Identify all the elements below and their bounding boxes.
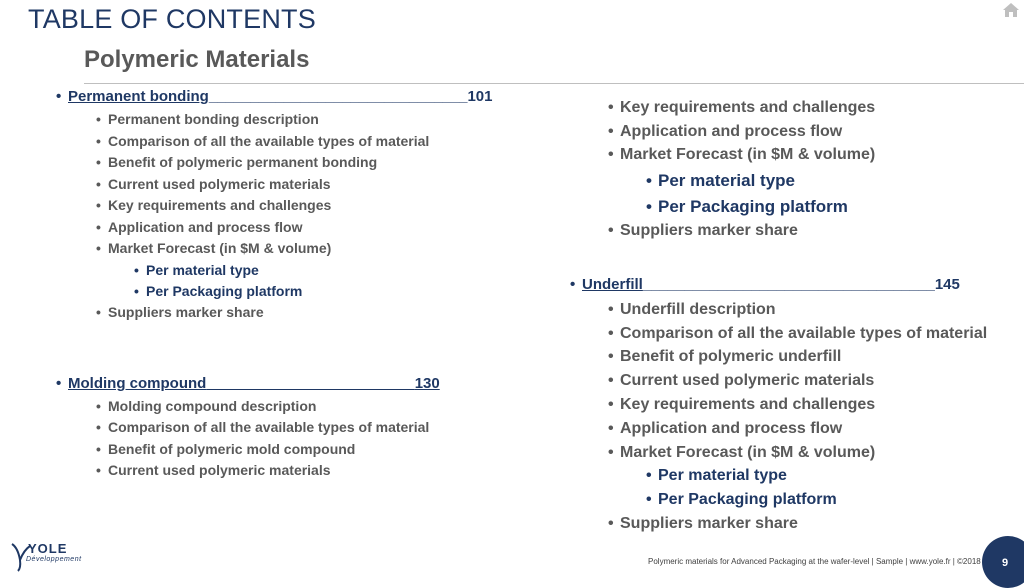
list-item: • Comparison of all the available types of material [96, 133, 430, 149]
toc-heading: Molding compound [68, 375, 207, 392]
list-item: • Market Forecast (in $M & volume) [608, 146, 876, 163]
sub-list-item: • Per Packaging platform [646, 197, 848, 216]
page-number: 9 [1002, 557, 1009, 569]
list-item: • Application and process flow [608, 420, 843, 437]
bullet: • [570, 276, 576, 293]
divider [84, 83, 1024, 84]
sub-list-item: • Per Packaging platform [134, 283, 303, 299]
list-item: • Market Forecast (in $M & volume) [96, 240, 332, 256]
logo-subtext: Développement [26, 556, 82, 563]
list-item: • Key requirements and challenges [608, 396, 876, 413]
list-item: • Key requirements and challenges [96, 197, 332, 213]
toc-leader: ___________________________________ [642, 276, 935, 293]
list-item: • Molding compound description [96, 398, 317, 414]
bullet: • [56, 375, 62, 392]
list-item: • Current used polymeric materials [608, 372, 875, 389]
list-item: • Comparison of all the available types of material [608, 325, 988, 342]
list-item: • Suppliers marker share [608, 515, 798, 532]
list-item: • Underfill description [608, 301, 776, 318]
sub-list-item: • Per material type [646, 467, 787, 484]
list-item: • Current used polymeric materials [96, 176, 331, 192]
page-title: TABLE OF CONTENTS [28, 4, 316, 34]
list-item: • Application and process flow [96, 219, 303, 235]
list-item: • Suppliers marker share [608, 222, 798, 239]
home-icon[interactable] [1002, 2, 1020, 18]
toc-leader: _______________________________ [208, 88, 468, 105]
toc-entry-underfill[interactable] [570, 276, 960, 293]
bullet: • [56, 88, 62, 105]
toc-entry-permanent-bonding[interactable] [56, 88, 493, 105]
page-number-badge [982, 536, 1024, 588]
sub-list-item: • Per Packaging platform [646, 491, 837, 508]
toc-page: 145 [934, 276, 960, 293]
footer-text: Polymeric materials for Advanced Packaging at the wafer-level | Sample | www.yole.fr | ©2018 [648, 557, 981, 566]
list-item: • Key requirements and challenges [608, 99, 876, 116]
logo-name: YOLE [28, 541, 68, 556]
list-item: • Application and process flow [608, 123, 843, 140]
list-item: • Suppliers marker share [96, 304, 264, 320]
sub-list-item: • Per material type [134, 262, 259, 278]
list-item: • Market Forecast (in $M & volume) [608, 444, 876, 461]
list-item: • Comparison of all the available types of material [96, 419, 430, 435]
toc-page: 101 [467, 88, 493, 105]
toc-page: 130 [414, 375, 440, 392]
list-item: • Permanent bonding description [96, 111, 319, 127]
section-subtitle: Polymeric Materials [84, 46, 310, 73]
toc-heading: Permanent bonding [68, 88, 209, 105]
toc-leader [206, 375, 414, 392]
sub-list-item: • Per material type [646, 171, 796, 190]
list-item: • Benefit of polymeric mold compound [96, 441, 356, 457]
list-item: • Benefit of polymeric underfill [608, 348, 842, 365]
toc-heading: Underfill [582, 276, 643, 293]
list-item: • Benefit of polymeric permanent bonding [96, 154, 378, 170]
toc-entry-molding-compound[interactable] [56, 375, 440, 392]
list-item: • Current used polymeric materials [96, 462, 331, 478]
